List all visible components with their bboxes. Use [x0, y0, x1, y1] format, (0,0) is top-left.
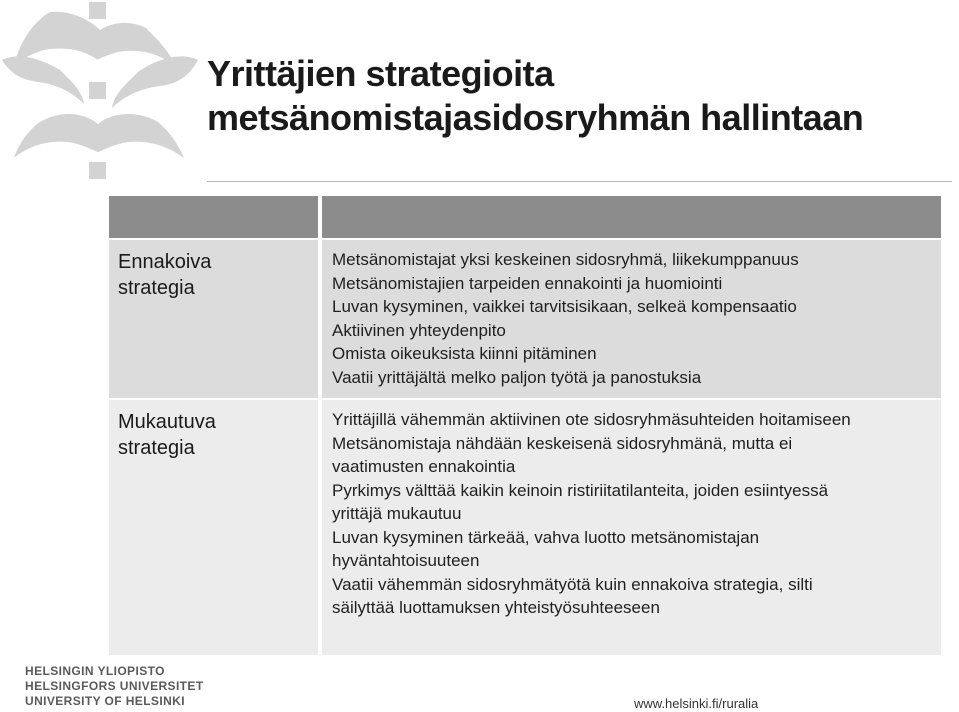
- strategy-description-mukautuva: [322, 400, 941, 655]
- strategy-label-line: Ennakoiva: [118, 251, 212, 273]
- table-header-cell-label: [109, 196, 318, 238]
- title-divider: [207, 181, 952, 182]
- description-line: Metsänomistajien tarpeiden ennakointi ja huomiointi: [332, 273, 723, 293]
- strategy-label-line: strategia: [118, 277, 195, 299]
- description-line: hyväntahtoisuuteen: [332, 551, 480, 570]
- university-name-line: UNIVERSITY OF HELSINKI: [25, 694, 185, 708]
- university-name-line: HELSINGIN YLIOPISTO: [25, 664, 165, 678]
- university-name-line: HELSINGFORS UNIVERSITET: [25, 679, 204, 693]
- strategy-description-ennakoiva: [322, 240, 941, 398]
- strategy-label-line: strategia: [118, 437, 195, 459]
- description-line: Vaatii yrittäjältä melko paljon työtä ja panostuksia: [332, 367, 702, 387]
- slide-title-line-2: metsänomistajasidosryhmän hallintaan: [207, 97, 864, 138]
- description-line: Metsänomistaja nähdään keskeisenä sidosryhmänä, mutta ei: [332, 433, 793, 453]
- description-line: Yrittäjillä vähemmän aktiivinen ote sidosryhmäsuhteiden hoitamiseen: [332, 410, 851, 429]
- description-line: yrittäjä mukautuu: [332, 504, 462, 523]
- slide-title: [207, 52, 863, 140]
- description-line: säilyttää luottamuksen yhteistyösuhteeseen: [332, 598, 660, 617]
- description-line: Luvan kysyminen, vaikkei tarvitsisikaan, selkeä kompensaatio: [332, 297, 797, 316]
- description-line: Metsänomistajat yksi keskeinen sidosryhmä, liikekumppanuus: [332, 250, 799, 269]
- footer-url: www.helsinki.fi/ruralia: [634, 696, 759, 711]
- strategy-label-line: Mukautuva: [118, 411, 216, 433]
- description-line: Aktiivinen yhteydenpito: [332, 320, 506, 340]
- slide-title-line-1: Yrittäjien strategioita: [207, 53, 554, 94]
- description-line: Pyrkimys välttää kaikin keinoin ristiriitatilanteita, joiden esiintyessä: [332, 480, 829, 500]
- description-line: Luvan kysyminen tärkeää, vahva luotto metsänomistajan: [332, 527, 760, 547]
- table-header-cell-content: [322, 196, 941, 238]
- helsinki-university-flame-logo-icon: [0, 0, 200, 190]
- description-line: Omista oikeuksista kiinni pitäminen: [332, 344, 597, 363]
- strategy-label-ennakoiva: [109, 240, 318, 398]
- strategy-label-mukautuva: [109, 400, 318, 655]
- description-line: vaatimusten ennakointia: [332, 457, 516, 476]
- university-name: [25, 664, 204, 709]
- description-line: Vaatii vähemmän sidosryhmätyötä kuin ennakoiva strategia, silti: [332, 574, 813, 594]
